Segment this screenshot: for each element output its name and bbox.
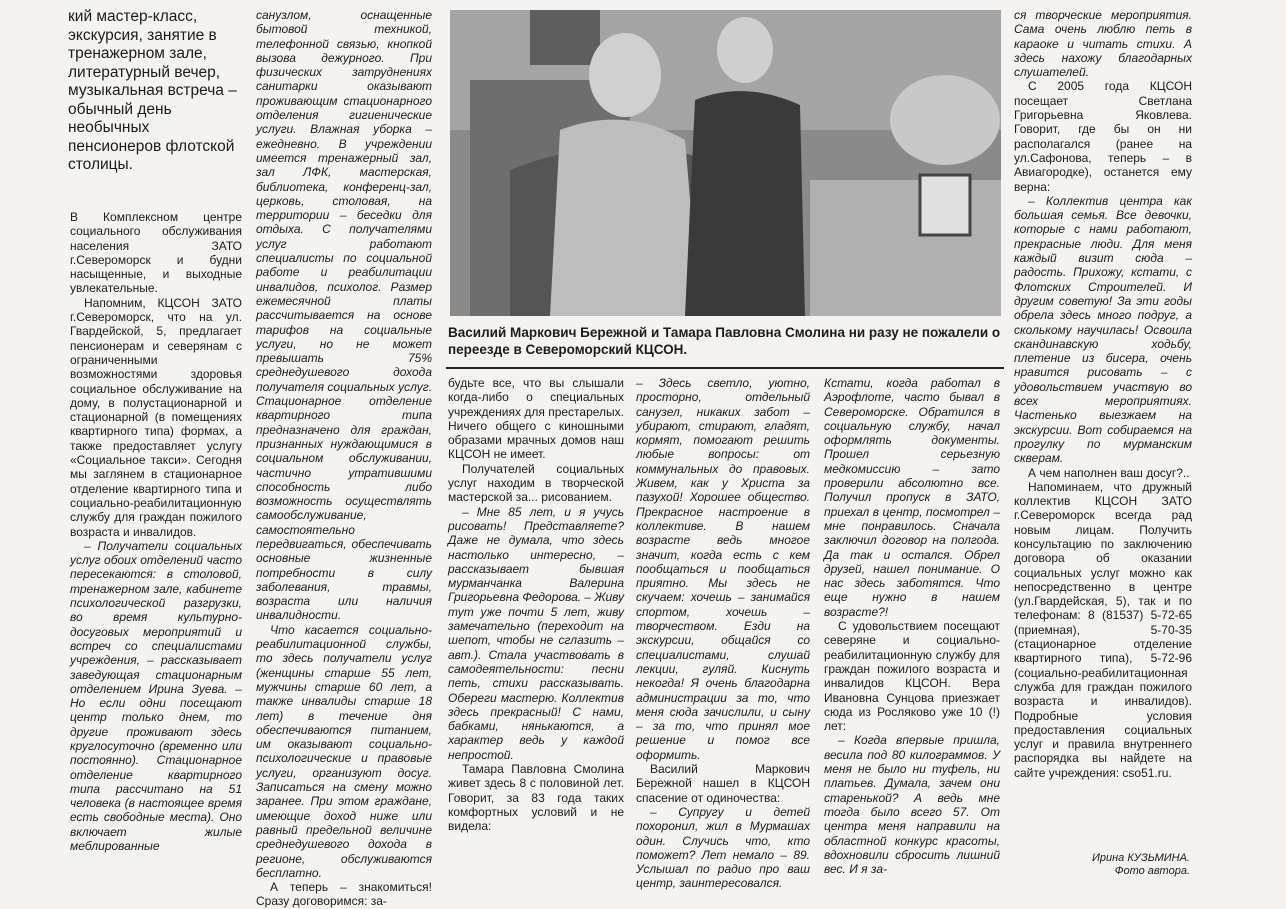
paragraph: Что касается социально-реабилитационной службы, то здесь получатели услуг (женщины старше 55 лет, мужчины старше 60 лет, а также инвалиды старше 18 лет) в течение дня обеспечиваются питанием, им оказывают социально-психологические и правовые услуги, организуют досуг. Записаться на смену можно заранее. При этом граждане, имеющие доход ниже или равный предельной величине среднедушевого дохода в регионе, обслуживаются бесплатно. <box>256 622 432 880</box>
article-column-4 <box>636 376 810 890</box>
paragraph: – Коллектив центра как большая семья. Все девочки, которые с нами работают, прекрасные люди. Для меня каждый визит сюда – радость. Прихожу, кстати, с Флотских Строителей. И другим советую! За эти годы обрела здесь много подруг, а сколькому научилась! Освоила скандинавскую ходьбу, плетение из бисера, очень нравится рисовать – с удовольствием участвую во всех мероприятиях. Частенько выезжаем на экскурсии. Вот собираемся на прогулку по мурманским скверам. <box>1014 193 1192 466</box>
paragraph: В Комплексном центре социального обслуживания населения ЗАТО г.Североморск и будни насыщенные, и выходные увлекательные. <box>70 210 242 296</box>
paragraph: ся творческие мероприятия. Сама очень люблю петь в караоке и читать стихи. А здесь нахожу благодарных слушателей. <box>1014 8 1192 80</box>
byline <box>1092 852 1190 878</box>
paragraph: – Мне 85 лет, и я учусь рисовать! Представляете? Даже не думала, что здесь настолько интересно, – рассказывает бывшая мурманчанка Валерина Григорьевна Федорова. – Живу тут уже почти 5 лет, живу замечательно (переходит на шепот, чтобы не сглазить – авт.). Стала участвовать в самодеятельности: песни петь, стихи рассказывать. Обереги мастерю. Коллектив здесь прекрасный! С нами, бабками, нянькаются, а характер ведь у каждой непростой. <box>448 504 624 762</box>
paragraph: санузлом, оснащенные бытовой техникой, телефонной связью, кнопкой вызова дежурного. При физических затруднениях санитарки оказывают проживающим стационарного отделения гигиенические услуги. Влажная уборка – ежедневно. В учреждении имеется тренажерный зал, зал ЛФК, мастерская, библиотека, конференц-зал, церковь, столовая, на территории – беседки для отдыха. С получателями услуг работают специалисты по социальной работе и реабилитации инвалидов, психолог. Размер ежемесячной платы рассчитывается на основе тарифов на социальные услуги, но не может превышать 75% среднедушевого дохода получателя социальных услуг. Стационарное отделение квартирного типа предназначено для граждан, признанных нуждающимися в социальном обслуживании, частично утратившими способность либо возможность осуществлять самообслуживание, самостоятельно передвигаться, обеспечивать основные жизненные потребности в силу заболевания, травмы, возраста или наличия инвалидности. <box>256 8 432 623</box>
photo-credit: Фото автора. <box>1114 865 1190 877</box>
article-photo <box>450 10 1001 316</box>
paragraph: Напомним, КЦСОН ЗАТО г.Североморск, что на ул. Гвардейской, 5, предлагает пенсионерам и северянам с ограниченными возможностями здоровья социальное обслуживание на дому, в полустационарной и стационарной (в помещениях квартирного типа) формах, а также предоставляет услугу «Социальное такси». Сегодня мы заглянем в стационарное отделение квартирного типа и социально-реабилитационную службу для граждан пожилого возраста и инвалидов. <box>70 295 242 539</box>
article-column-6 <box>1014 8 1192 850</box>
paragraph: А теперь – знакомиться! Сразу договоримся: за- <box>256 880 432 909</box>
paragraph: Тамара Павловна Смолина живет здесь 8 с половиной лет. Говорит, за 83 года таких комфортных условий и не видела: <box>448 762 624 834</box>
article-column-5 <box>824 376 1000 890</box>
paragraph: – Здесь светло, уютно, просторно, отдельный санузел, никаких забот – убирают, стирают, гладят, кормят, помогают решить любые вопросы: от коммунальных до правовых. Живем, как у Христа за пазухой! Хорошее общество. Прекрасное настроение в коллективе. В нашем возрасте ведь многое значит, когда есть с кем пообщаться и пообщаться приятно. Мы здесь не скучаем: хочешь – занимайся спортом, хочешь – творчеством. Езди на экскурсии, общайся со специалистами, слушай лекции, гуляй. Киснуть некогда! Я очень благодарна администрации за то, что меня сюда зачислили, и сыну – за то, что принял мое решение и помог все оформить. <box>636 376 810 762</box>
paragraph: Получателей социальных услуг находим в творческой мастерской за... рисованием. <box>448 461 624 505</box>
paragraph: С удовольствием посещают северяне и социально-реабилитационную службу для граждан пожилого возраста и инвалидов КЦСОН. Вера Ивановна Сунцова приезжает сюда из Росляково уже 10 (!) лет: <box>824 619 1000 734</box>
photo-image <box>450 10 1001 316</box>
paragraph: будьте все, что вы слышали когда-либо о специальных учреждениях для престарелых. Ничего общего с киношными образами мрачных домов наш КЦСОН не имеет. <box>448 376 624 462</box>
lead-paragraph <box>68 8 238 175</box>
lead-text: кий мастер-класс, экскурсия, занятие в тренажерном зале, литературный вечер, музыкальная встреча – обычный день необычных пенсионеров флотской столицы. <box>68 8 237 173</box>
paragraph: Напоминаем, что дружный коллектив КЦСОН ЗАТО г.Североморск всегда рад новым лицам. Получить консультацию по заключению договора об оказании социальных услуг можно как непосредственно в центре (ул.Гвардейская, 5), так и по телефонам: 8 (81537) 5-72-65 (приемная), 5-70-35 (стационарное отделение квартирного типа), 5-72-96 (социально-реабилитационная служба для граждан пожилого возраста и инвалидов). Подробные условия предоставления социальных услуг и правила внутреннего распорядка вы найдете на сайте учреждения: cso51.ru. <box>1014 479 1192 780</box>
paragraph: Кстати, когда работал в Аэрофлоте, часто бывал в Североморске. Обратился в социальную службу, начал оформлять документы. Прошел серьезную медкомиссию – зато проверили абсолютно все. Получил пропуск в ЗАТО, приехал в центр, посмотрел – мне понравилось. Сначала заключил договор на полгода. Да так и остался. Обрел друзей, нашел понимание. О нас здесь заботятся. Что еще нужно в нашем возрасте?! <box>824 376 1000 619</box>
article-column-3 <box>448 376 624 890</box>
paragraph: А чем наполнен ваш досуг?.. <box>1028 465 1190 480</box>
article-column-2 <box>256 8 432 909</box>
photo-caption: Василий Маркович Бережной и Тамара Павловна Смолина ни разу не пожалели о переезде в Североморский КЦСОН. <box>448 325 1001 357</box>
paragraph: – Получатели социальных услуг обоих отделений часто пересекаются: в столовой, тренажерном зале, кабинете психологической разгрузки, во время культурно-досуговых мероприятий и встреч со специалистами учреждения, – рассказывает заведующая стационарным отделением Ирина Зуева. – Но если одни посещают центр только днем, то другие проживают здесь круглосуточно (временно или постоянно). Стационарное отделение квартирного типа рассчитано на 51 человека (в настоящее время есть свободные места). Оно включает жилые меблированные <box>70 538 242 854</box>
paragraph: С 2005 года КЦСОН посещает Светлана Григорьевна Яковлева. Говорит, где бы он ни располагался (ранее на ул.Сафонова, теперь – в Авиагородке), останется ему верна: <box>1014 79 1192 194</box>
divider <box>446 367 1004 369</box>
article-column-1 <box>70 210 242 890</box>
paragraph: – Когда впервые пришла, весила под 80 килограммов. У меня не было ни туфель, ни платьев. Думала, зачем они старенькой? А ведь мне тогда было всего 57. От центра меня направили на областной конкурс красоты, вдохновили сбросить лишний вес. И я за- <box>824 733 1000 877</box>
paragraph: – Супругу и детей похоронил, жил в Мурмашах один. Случись что, кто поможет? Лет немало – 89. Услышал по радио про ваш центр, заинтересовался. <box>636 804 810 891</box>
author-name: Ирина КУЗЬМИНА. <box>1091 852 1190 864</box>
paragraph: Василий Маркович Бережной нашел в КЦСОН спасение от одиночества: <box>636 762 810 805</box>
